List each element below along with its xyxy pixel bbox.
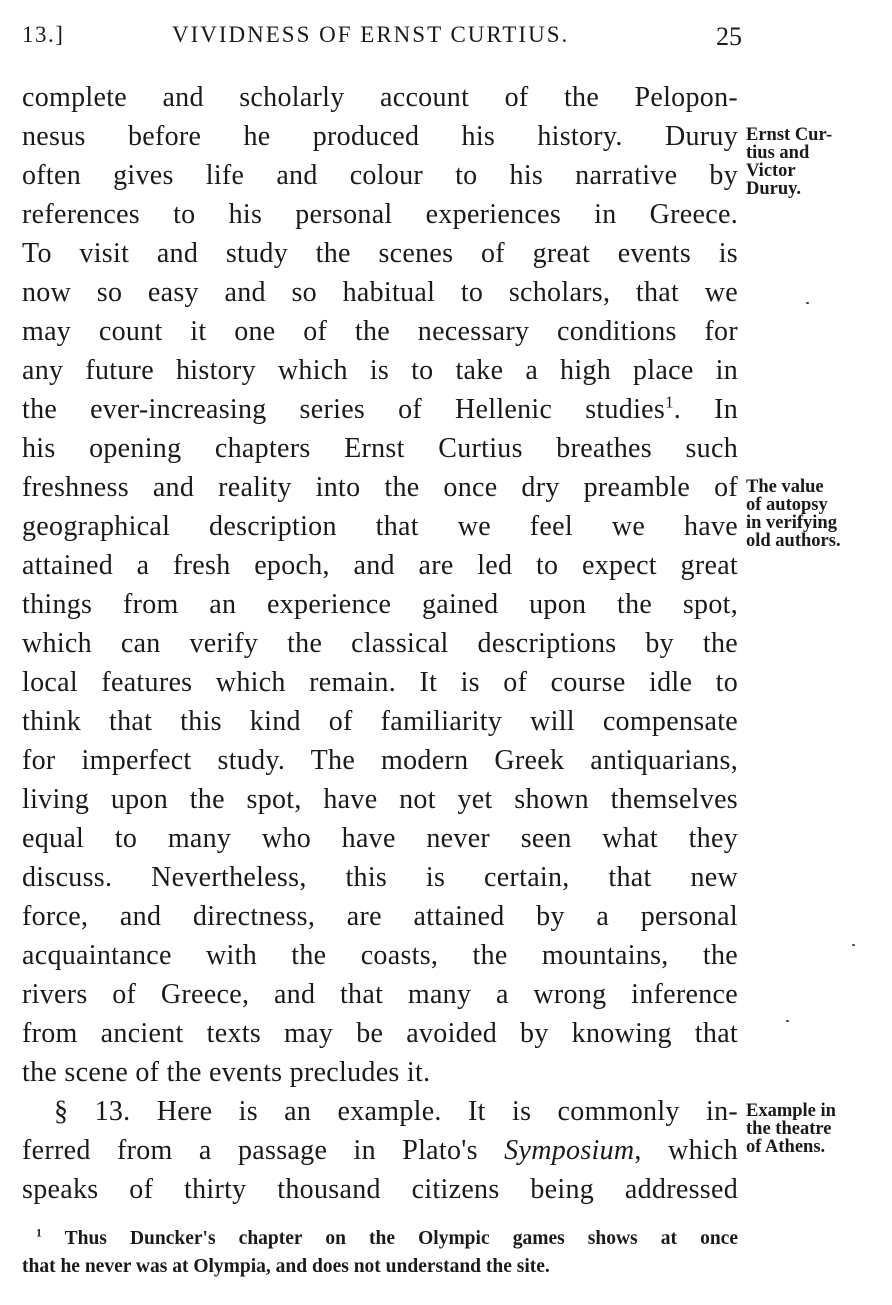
text-line: nesus before he produced his history. Duruy bbox=[22, 121, 738, 152]
margin-note-line: of autopsy bbox=[746, 495, 828, 515]
margin-note-line: old authors. bbox=[746, 531, 841, 551]
margin-note-line: Example in bbox=[746, 1101, 836, 1121]
text-line: for imperfect study. The modern Greek antiquarians, bbox=[22, 745, 738, 776]
line-text: ferred from a passage in Plato's bbox=[22, 1135, 505, 1166]
text-line: complete and scholarly account of the Pelopon- bbox=[22, 82, 738, 113]
margin-note bbox=[746, 1102, 876, 1156]
text-line: any future history which is to take a high place in bbox=[22, 355, 738, 386]
text-line: now so easy and so habitual to scholars, that we bbox=[22, 277, 738, 308]
margin-note-line: tius and bbox=[746, 143, 810, 163]
line-text: . In bbox=[673, 394, 738, 425]
text-line: freshness and reality into the once dry preamble of bbox=[22, 472, 738, 503]
margin-note bbox=[746, 478, 876, 550]
margin-note-line: Victor bbox=[746, 161, 796, 181]
text-line: references to his personal experiences in Greece. bbox=[22, 199, 738, 230]
text-line: often gives life and colour to his narrative by bbox=[22, 160, 738, 191]
text-line bbox=[22, 390, 738, 429]
text-line: from ancient texts may be avoided by knowing that bbox=[22, 1018, 738, 1049]
margin-note-line: The value bbox=[746, 477, 824, 497]
margin-note-line: in verifying bbox=[746, 513, 837, 533]
page-number: 25 bbox=[716, 22, 742, 51]
margin-note-line: Ernst Cur- bbox=[746, 125, 833, 145]
work-title: Symposium bbox=[504, 1135, 635, 1166]
text-line: force, and directness, are attained by a personal bbox=[22, 901, 738, 932]
footnote-reference: 1 bbox=[665, 392, 674, 412]
footnote-text: Thus Duncker's chapter on the Olympic games shows at once bbox=[64, 1228, 738, 1249]
text-line: think that this kind of familiarity will compensate bbox=[22, 706, 738, 737]
text-line: things from an experience gained upon the spot, bbox=[22, 589, 738, 620]
line-text: the ever-increasing series of Hellenic studies bbox=[22, 394, 666, 425]
text-line: may count it one of the necessary conditions for bbox=[22, 316, 738, 347]
text-line: local features which remain. It is of course idle to bbox=[22, 667, 738, 698]
margin-note-line: the theatre bbox=[746, 1119, 832, 1139]
footnote-line bbox=[22, 1225, 738, 1253]
text-line: To visit and study the scenes of great events is bbox=[22, 238, 738, 269]
text-line: § 13. Here is an example. It is commonly in- bbox=[54, 1096, 738, 1127]
text-line: geographical description that we feel we have bbox=[22, 511, 738, 542]
text-line: acquaintance with the coasts, the mountains, the bbox=[22, 940, 738, 971]
margin-note-line: of Athens. bbox=[746, 1137, 826, 1157]
print-speck bbox=[806, 302, 809, 304]
text-line: speaks of thirty thousand citizens being addressed bbox=[22, 1174, 738, 1205]
footnote-line: that he never was at Olympia, and does not understand the site. bbox=[22, 1256, 550, 1277]
text-line: attained a fresh epoch, and are led to expect great bbox=[22, 550, 738, 581]
text-line: discuss. Nevertheless, this is certain, that new bbox=[22, 862, 738, 893]
page-heading: VIVIDNESS OF ERNST CURTIUS. bbox=[172, 22, 570, 47]
print-speck bbox=[786, 1020, 789, 1022]
text-line: his opening chapters Ernst Curtius breathes such bbox=[22, 433, 738, 464]
text-line bbox=[22, 1131, 738, 1170]
margin-note bbox=[746, 126, 876, 198]
margin-note-line: Duruy. bbox=[746, 179, 802, 199]
text-line: which can verify the classical descriptions by the bbox=[22, 628, 738, 659]
section-number: 13.] bbox=[22, 22, 65, 47]
footnote bbox=[22, 1225, 738, 1281]
line-text: , which bbox=[634, 1135, 738, 1166]
running-head bbox=[22, 22, 742, 56]
text-line: living upon the spot, have not yet shown themselves bbox=[22, 784, 738, 815]
body-text bbox=[22, 78, 738, 1209]
text-line: equal to many who have never seen what they bbox=[22, 823, 738, 854]
footnote-marker: 1 bbox=[36, 1226, 42, 1240]
text-line: rivers of Greece, and that many a wrong inference bbox=[22, 979, 738, 1010]
text-line: the scene of the events precludes it. bbox=[22, 1057, 431, 1088]
print-speck bbox=[852, 944, 855, 946]
